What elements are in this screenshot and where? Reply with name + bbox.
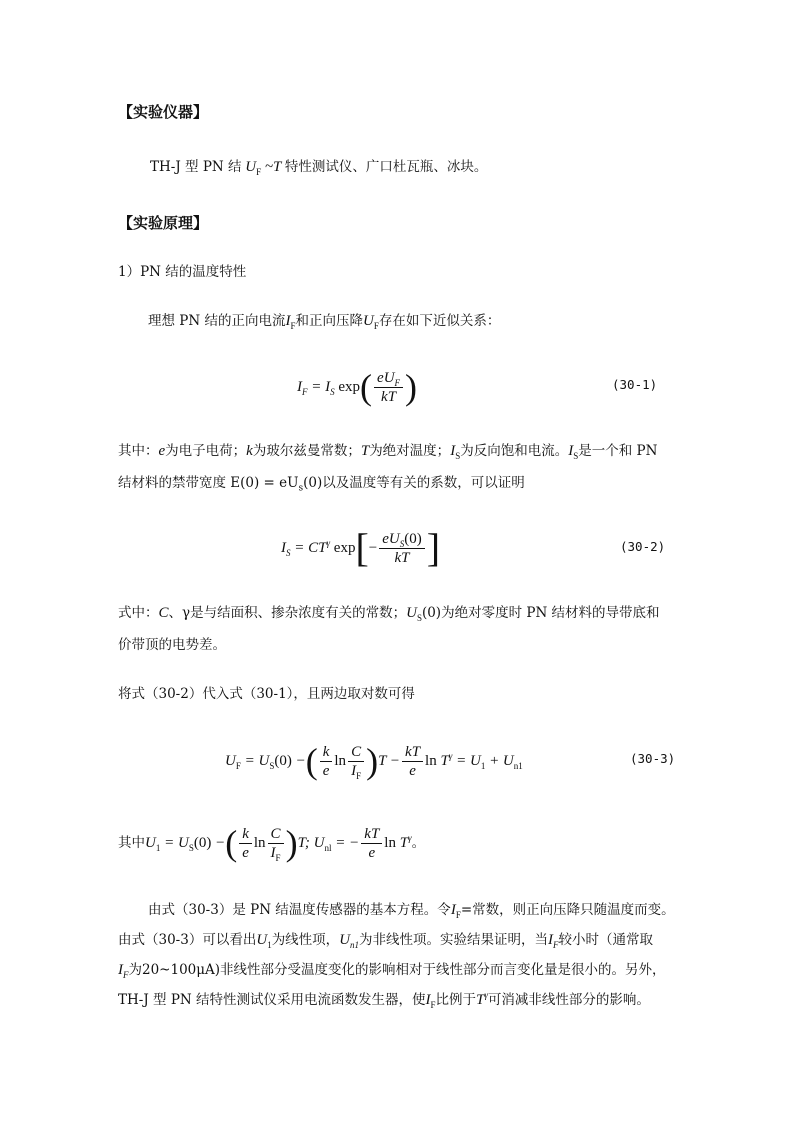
para-line-4: TH-J 型 PN 结特性测试仪采用电流函数发生器，使$I_F$比例于$T^\gamma$可消减非线性部分的影响。 (118, 990, 650, 1010)
p1-b: =常数，则正向压降只随温度而变。 (460, 902, 675, 918)
p4-a: TH-J 型 PN 结特性测试仪采用电流函数发生器，使 (118, 992, 426, 1008)
where-line-1: 其中：e为电子电荷；k为玻尔兹曼常数；T为绝对温度；$I_S$为反向饱和电流。$I_S$是一个和 PN (118, 443, 658, 461)
desc1-c: (0)为绝对零度时 PN 结材料的导带底和 (421, 605, 660, 621)
where1-b: 为电子电荷； (165, 443, 247, 459)
equation-number-3: (30-3) (630, 751, 676, 766)
if-symbol: $I_F$ (285, 313, 296, 331)
intro-paragraph (148, 311, 500, 331)
para-line-3: $I_F$为20~100μA)非线性部分受温度变化的影响相对于线性部分而言变化量是很小的。另外， (118, 962, 666, 980)
uf-symbol: $U_F$ ~T (241, 159, 285, 177)
where2-a: 结材料的禁带宽度 E(0) = eU (118, 475, 299, 491)
where1-f: 是一个和 PN (578, 443, 658, 459)
p2-d: 较小时（通常取 (558, 932, 654, 948)
equation-number-2: (30-2) (620, 539, 666, 554)
p4-b: 比例于 (435, 992, 477, 1008)
desc1-b: 、γ是与结面积、掺杂浓度有关的常数； (168, 605, 407, 621)
desc1-a: 式中： (118, 605, 159, 621)
heading-instruments: 【实验仪器】 (118, 103, 209, 121)
where-u1-line: 其中 $U_1 = U_S(0)$ − ( $\frac{k}{e}$ ln $\frac{C}{I_F}$ ) T; $U_{nl}$ = − $\frac{kT}{e}$ $\ln T^\gamma$ 。 (118, 823, 426, 863)
p1-a: 由式（30-3）是 PN 结温度传感器的基本方程。令 (148, 902, 451, 918)
instruments-text (150, 157, 487, 177)
p4-c: 可消减非线性部分的影响。 (487, 992, 650, 1008)
equation-30-3: $U_F = U_S(0)$ − ( $\frac{k}{e}$ ln $\frac{C}{I_F}$ ) T − $\frac{kT}{e}$ $\ln T^\gamma = U_1 + U_{n1}$ (225, 741, 523, 781)
instruments-text-before: TH-J 型 PN 结 (150, 159, 242, 175)
desc-line-1: 式中：C、γ是与结面积、掺杂浓度有关的常数；$U_S(0)$为绝对零度时 PN 结材料的导带底和 (118, 605, 660, 623)
where1-e: 为反向饱和电流。 (460, 443, 569, 459)
heading-principle: 【实验原理】 (118, 214, 209, 232)
where3-a: 其中 (118, 835, 145, 851)
para-line-1: 由式（30-3）是 PN 结温度传感器的基本方程。令$I_F=$常数，则正向压降只随温度而变。 (148, 902, 675, 920)
intro-end-text: 存在如下近似关系： (378, 313, 501, 329)
where-line-2: 结材料的禁带宽度 $E(0) = eU_s(0)$以及温度等有关的系数，可以证明 (118, 475, 525, 494)
equation-30-1: $I_F = I_S$ exp ( $\frac{eU_F}{kT}$ ) (297, 367, 418, 407)
where2-b: (0)以及温度等有关的系数，可以证明 (303, 475, 525, 491)
equation-30-2: $I_S = CT^\gamma$ exp [ − $\frac{eU_S(0)}{kT}$ ] (281, 525, 441, 570)
uf-symbol-2: $U_F$ (363, 313, 379, 331)
p2-c: 为非线性项。实验结果证明，当 (359, 932, 549, 948)
substitution-line: 将式（30-2）代入式（30-1），且两边取对数可得 (118, 686, 415, 702)
p2-b: 为线性项， (271, 932, 340, 948)
intro-mid-text: 和正向压降 (295, 313, 363, 329)
desc-line-2: 价带顶的电势差。 (118, 637, 226, 653)
subsection-1: 1）PN 结的温度特性 (118, 264, 247, 280)
where1-c: 为玻尔兹曼常数； (252, 443, 361, 459)
where3-end: 。 (411, 835, 426, 851)
intro-text: 理想 PN 结的正向电流 (148, 313, 286, 329)
instruments-text-after: 特性测试仪、广口杜瓦瓶、冰块。 (284, 159, 488, 175)
p3-a: 为20~100μA)非线性部分受温度变化的影响相对于线性部分而言变化量是很小的。另外， (128, 962, 666, 978)
p2-a: 由式（30-3）可以看出 (118, 932, 257, 948)
para-line-2: 由式（30-3）可以看出$U_1$为线性项，$U_{n1}$为非线性项。实验结果证明，当$I_F$较小时（通常取 (118, 932, 654, 950)
where1-d: 为绝对温度； (369, 443, 451, 459)
equation-number-1: (30-1) (612, 377, 658, 392)
where1-a: 其中： (118, 443, 159, 459)
